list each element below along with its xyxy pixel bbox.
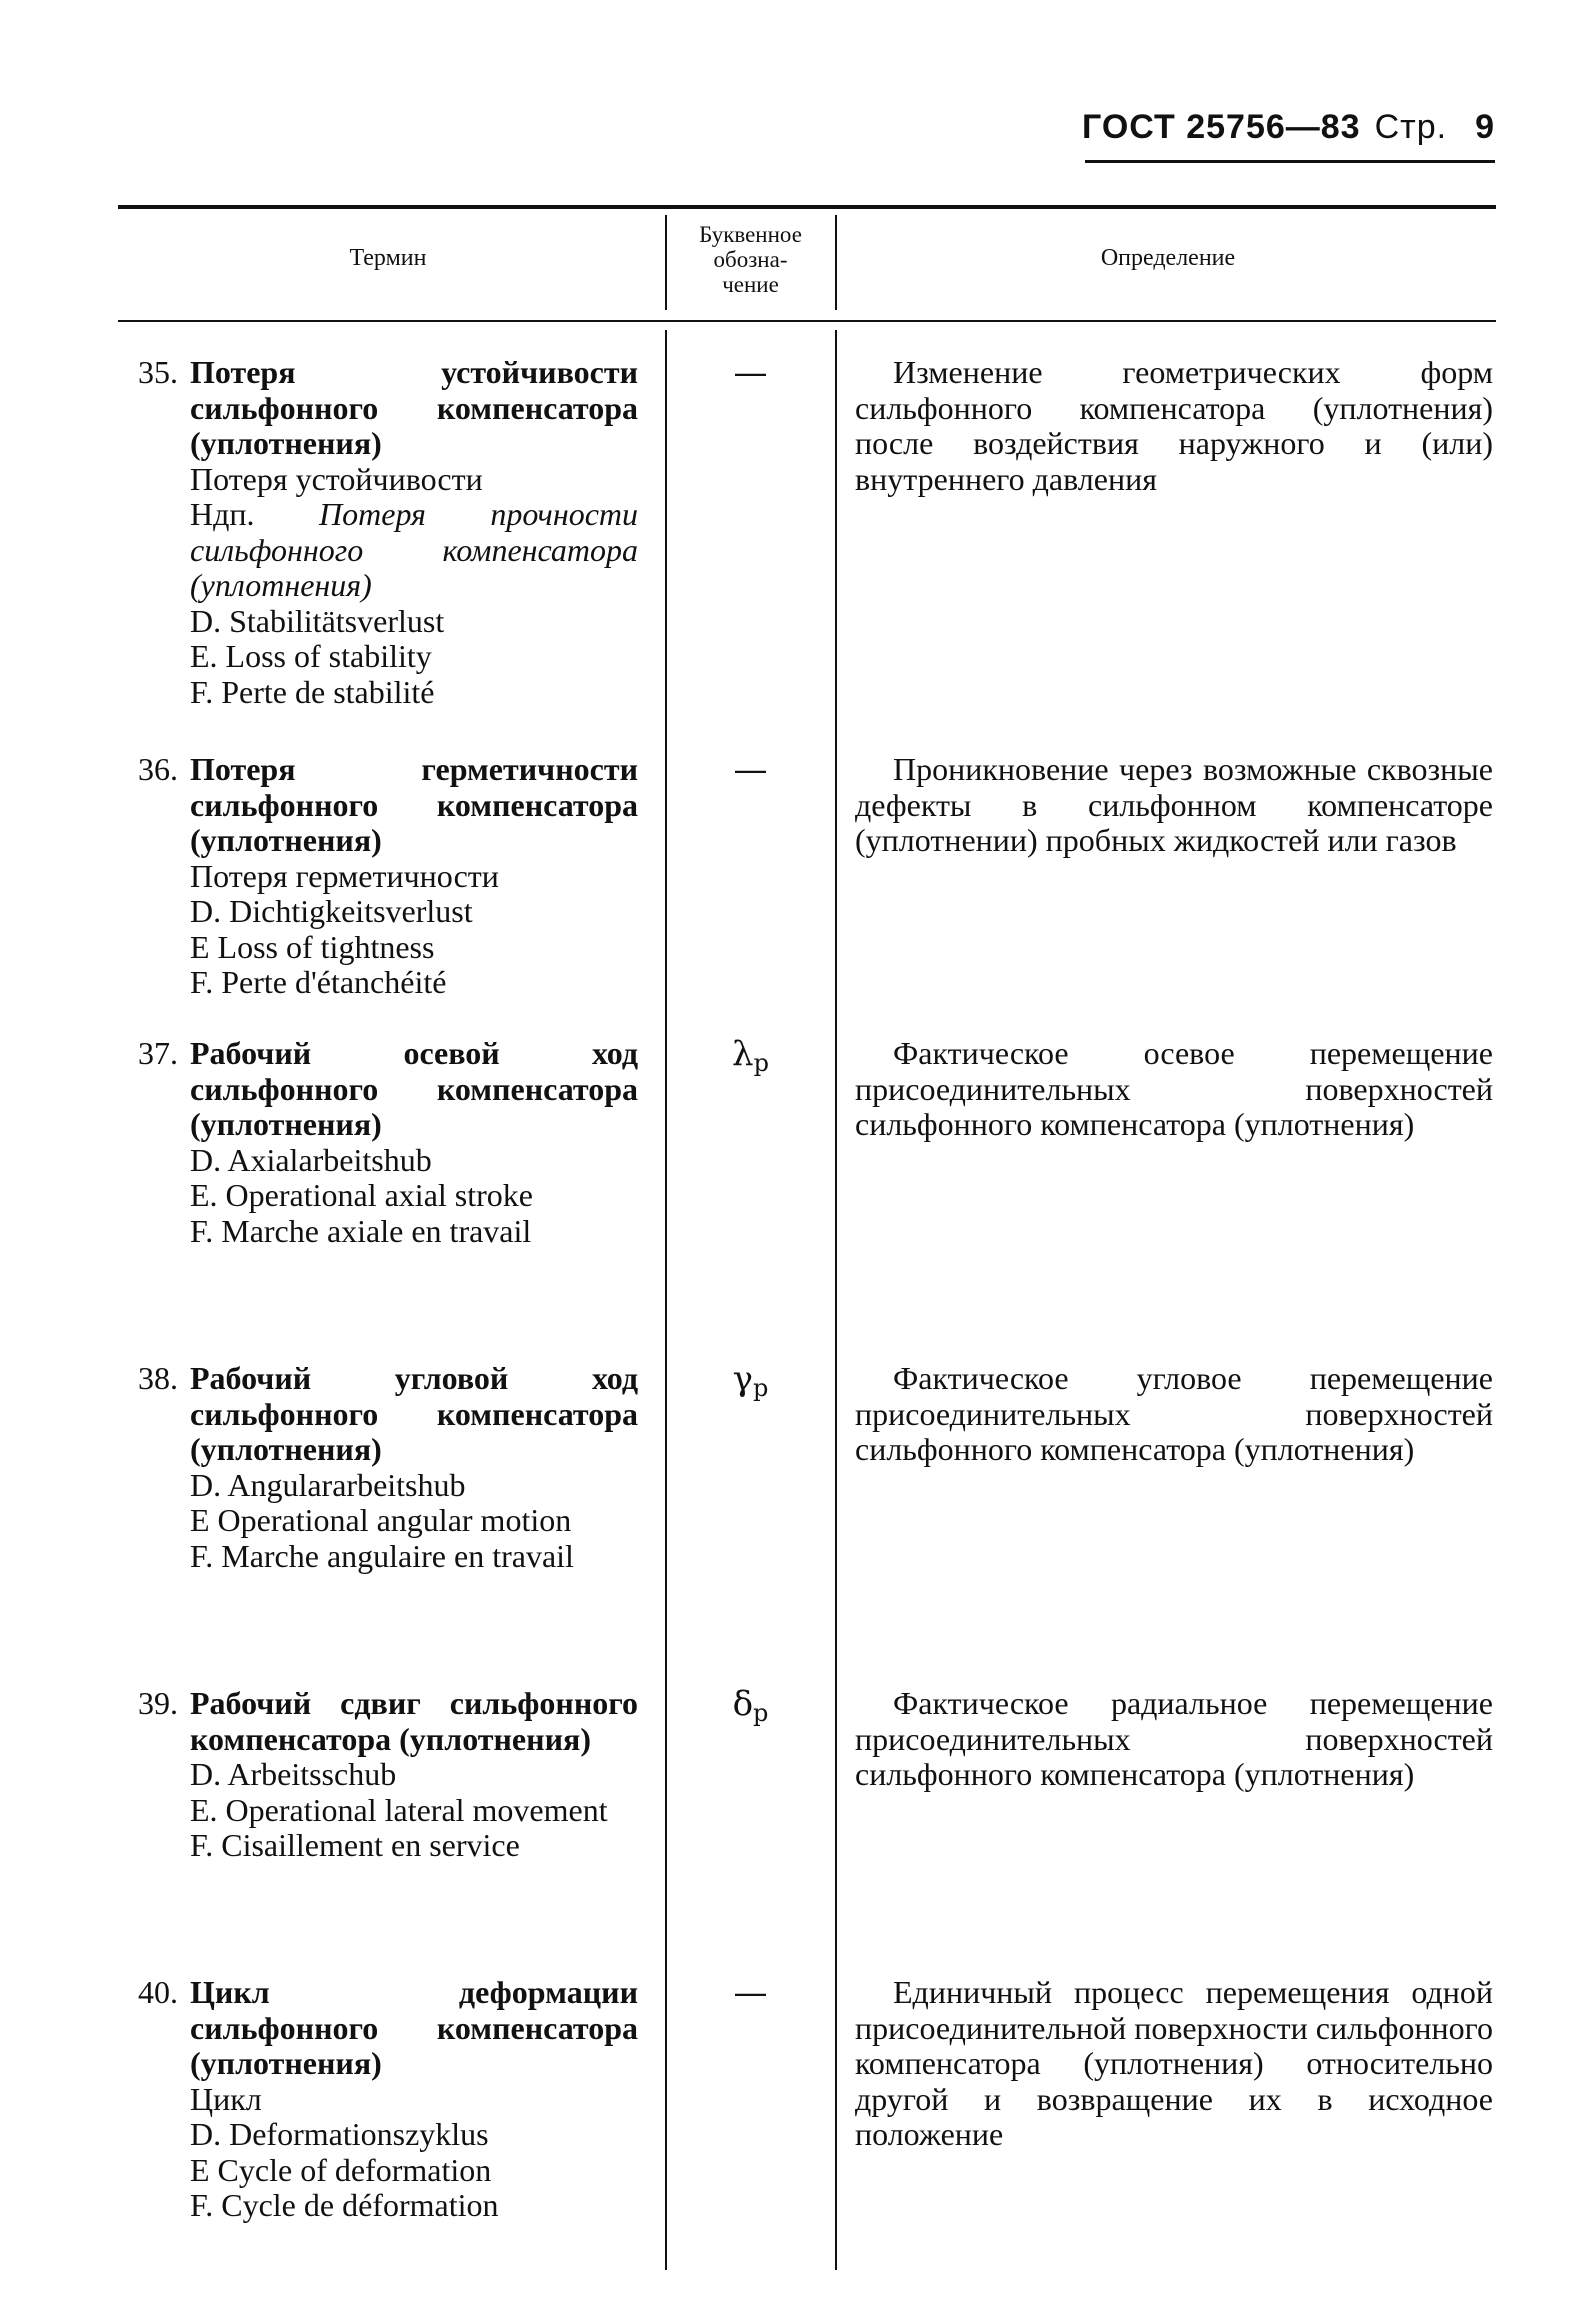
term-title: Рабочий осевой ход сильфонного компенсатора (уплотнения) <box>190 1035 638 1142</box>
term-de: D. Axialarbeitshub <box>190 1141 432 1178</box>
entry-number: 40. <box>138 1974 178 2010</box>
term-de: D. Arbeitsschub <box>190 1756 397 1792</box>
term-en: E. Operational axial stroke <box>190 1177 533 1213</box>
definition-cell: Фактическое осевое перемещение присоединительных поверхностей сильфонного компенсатора (уплотнения) <box>855 1035 1493 1142</box>
definition-cell: Фактическое радиальное перемещение присоединительных поверхностей сильфонного компенсатора (уплотнения) <box>855 1685 1493 1792</box>
term-fr: F. Perte de stabilité <box>190 673 435 710</box>
entry-number: 39. <box>138 1685 178 1721</box>
symbol-cell: — <box>733 353 768 393</box>
term-fr: F. Marche axiale en travail <box>190 1212 532 1249</box>
term-title: Цикл деформации сильфонного компенсатора (уплотнения) <box>190 1974 638 2081</box>
term-synonym: Потеря устойчивости <box>190 460 483 497</box>
symbol-cell: $\delta_p$ <box>732 1684 769 1727</box>
term-de: D. Stabilitätsverlust <box>190 602 445 639</box>
entry-number: 35. <box>138 354 178 390</box>
term-en: E Cycle of deformation <box>190 2151 492 2188</box>
symbol-cell: — <box>733 750 768 790</box>
ndp-term: Потеря прочности сильфонного компенсатора (уплотнения) <box>190 496 639 603</box>
term-fr: F. Cisaillement en service <box>190 1827 520 1863</box>
term-synonym: Цикл <box>190 2080 262 2117</box>
term-synonym: Потеря герметичности <box>190 857 499 894</box>
term-de: D. Deformationszyklus <box>190 2116 489 2152</box>
definition-cell: Проникновение через возможные сквозные дефекты в сильфонном компенсаторе (уплотнении) пробных жидкостей или газов <box>855 751 1493 858</box>
term-en: E. Operational lateral movement <box>190 1791 608 1828</box>
term-fr: F. Cycle de déformation <box>190 2187 499 2223</box>
term-title: Рабочий угловой ход сильфонного компенсатора (уплотнения) <box>190 1360 638 1467</box>
entry-number: 36. <box>138 751 178 787</box>
column-header-symbol: Буквенное обозна- чение <box>699 222 802 297</box>
standard-number: ГОСТ 25756—83 <box>1082 108 1361 146</box>
symbol-cell: — <box>733 1973 768 2013</box>
page-label: Стр. <box>1374 108 1448 146</box>
term-fr: F. Perte d'étanchéité <box>190 964 447 1000</box>
term-de: D. Angulararbeitshub <box>190 1466 466 1503</box>
term-fr: F. Marche angulaire en travail <box>190 1537 574 1574</box>
definition-cell: Фактическое угловое перемещение присоединительных поверхностей сильфонного компенсатора (уплотнения) <box>855 1360 1493 1467</box>
definition-cell: Изменение геометрических форм сильфонного компенсатора (уплотнения) после воздействия наружного и (или) внутреннего давления <box>855 354 1493 497</box>
term-en: E Loss of tightness <box>190 928 435 965</box>
symbol-cell: $\lambda_p$ <box>732 1034 769 1077</box>
column-header-definition: Определение <box>1100 245 1236 271</box>
symbol-cell: $\gamma_p$ <box>732 1359 769 1402</box>
entry-number: 38. <box>138 1360 178 1396</box>
page-number: 9 <box>1475 108 1495 146</box>
column-header-term: Термин <box>349 245 427 271</box>
term-title: Потеря герметичности сильфонного компенсатора (уплотнения) <box>190 751 638 858</box>
term-en: E. Loss of stability <box>190 638 432 674</box>
term-en: E Operational angular motion <box>190 1502 572 1538</box>
definition-cell: Единичный процесс перемещения одной присоединительной поверхности сильфонного компенсатора (уплотнения) относительно другой и возвращение их в исходное положение <box>855 1974 1493 2152</box>
entry-number: 37. <box>138 1035 178 1071</box>
term-title: Рабочий сдвиг сильфонного компенсатора (уплотнения) <box>190 1685 638 1757</box>
term-title: Потеря устойчивости сильфонного компенсатора (уплотнения) <box>190 354 638 461</box>
ndp-label: Ндп. <box>190 496 255 532</box>
term-de: D. Dichtigkeitsverlust <box>190 893 473 929</box>
